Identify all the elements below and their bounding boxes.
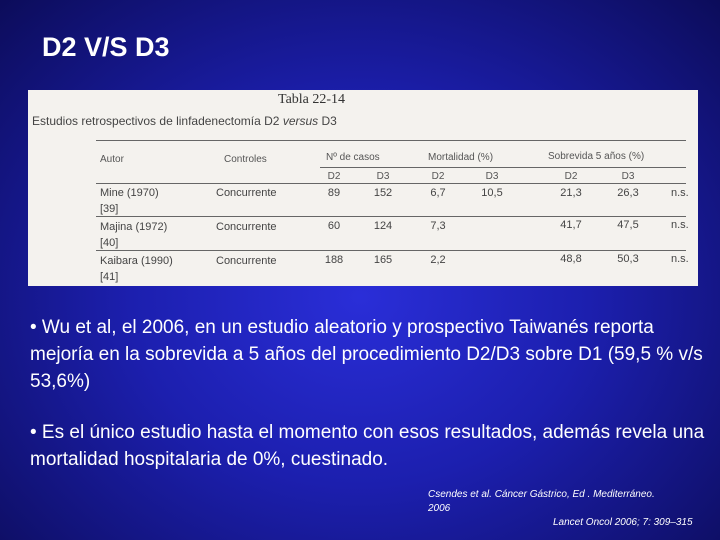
reference-csendes: Csendes et al. Cáncer Gástrico, Ed . Mediterráneo.: [428, 489, 655, 500]
header-underline: [320, 167, 686, 168]
slide-title: D2 V/S D3: [42, 32, 170, 62]
header-mort-d3: D3: [485, 171, 499, 182]
row1-mort-d2: 6,7: [430, 187, 446, 199]
header-sob-d2: D2: [564, 171, 578, 182]
row2-sob-d3: 47,5: [617, 219, 639, 231]
header-controles: Controles: [224, 154, 267, 165]
bullet-list: [30, 314, 710, 497]
row2-casos-d3: 124: [373, 220, 393, 232]
reference-csendes-year: 2006: [428, 503, 451, 514]
row1-sob-d2: 21,3: [560, 187, 582, 199]
header-sobrevida: Sobrevida 5 años (%): [548, 151, 645, 162]
row3-mort-d2: 2,2: [430, 254, 446, 266]
header-autor: Autor: [100, 154, 124, 165]
row1-casos-d3: 152: [373, 187, 393, 199]
row1-ref: [39]: [100, 203, 119, 215]
header-casos-d2: D2: [327, 171, 341, 182]
row3-ref: [41]: [100, 271, 119, 283]
table-subtitle: Estudios retrospectivos de linfadenectomía D2 versus D3: [32, 114, 337, 128]
bullet-2: • Es el único estudio hasta el momento con esos resultados, además revela una mortalidad hospitalaria de 0%, cuestinado.: [30, 422, 705, 470]
row3-casos-d3: 165: [373, 254, 393, 266]
row1-sob-d3: 26,3: [617, 187, 639, 199]
row3-autor: Kaibara (1990): [100, 255, 173, 267]
table-top-rule: [96, 140, 686, 141]
scanned-table-image: [28, 90, 698, 286]
row3-controles: Concurrente: [216, 255, 277, 267]
header-sob-d3: D3: [621, 171, 635, 182]
reference-lancet: Lancet Oncol 2006; 7: 309–315: [553, 517, 693, 528]
row2-ref: [40]: [100, 237, 119, 249]
header-mort-d2: D2: [431, 171, 445, 182]
row3-sob-d2: 48,8: [560, 253, 582, 265]
row3-sob-d3: 50,3: [617, 253, 639, 265]
header-casos: Nº de casos: [326, 152, 380, 163]
row2-mort-d2: 7,3: [430, 220, 446, 232]
row1-sig: n.s.: [671, 187, 689, 199]
row1-autor: Mine (1970): [100, 187, 159, 199]
row2-autor: Majina (1972): [100, 221, 168, 233]
row2-sob-d2: 41,7: [560, 219, 582, 231]
header-mortalidad: Mortalidad (%): [428, 152, 494, 163]
row1-casos-d2: 89: [327, 187, 341, 199]
row1-rule: [96, 216, 686, 217]
row2-rule: [96, 250, 686, 251]
row2-controles: Concurrente: [216, 221, 277, 233]
row2-sig: n.s.: [671, 219, 689, 231]
row2-casos-d2: 60: [327, 220, 341, 232]
header-bottom-rule: [96, 183, 686, 184]
row3-casos-d2: 188: [324, 254, 344, 266]
row1-mort-d3: 10,5: [481, 187, 503, 199]
bullet-1: • Wu et al, el 2006, en un estudio aleatorio y prospectivo Taiwanés reporta mejoría en la sobrevida a 5 años del procedimiento D2/D3 sobre D1 (59,5 % v/s 53,6%): [30, 317, 703, 392]
row1-controles: Concurrente: [216, 187, 277, 199]
header-casos-d3: D3: [376, 171, 390, 182]
row3-sig: n.s.: [671, 253, 689, 265]
table-caption: Tabla 22-14: [278, 92, 346, 107]
